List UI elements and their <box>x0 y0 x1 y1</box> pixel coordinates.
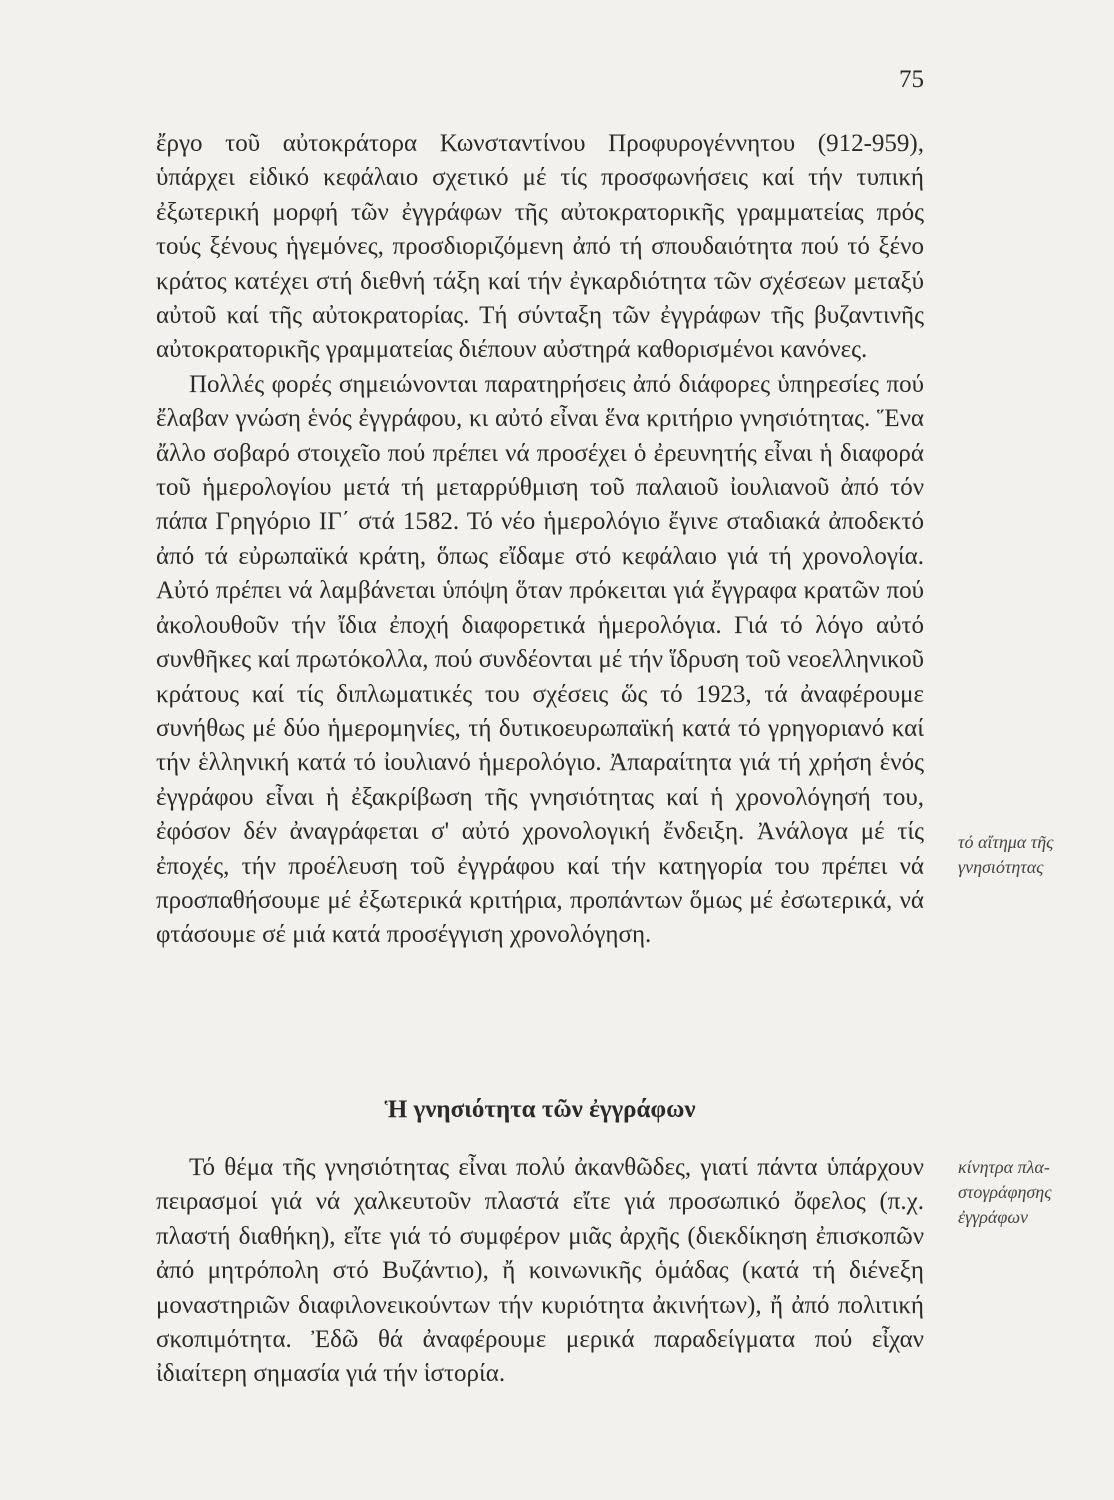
body-text-lower <box>156 1151 924 1392</box>
body-text-upper <box>156 127 924 953</box>
margin-note-line: γνησιότητας <box>958 857 1044 877</box>
margin-note-line: κίνητρα πλα- <box>958 1157 1050 1177</box>
paragraph-continuation: ἔργο τοῦ αὐτοκράτορα Κωνσταντίνου Προφυρογέννητου (912-959), ὑπάρχει εἰδικό κεφάλαιο σχετικό μέ τίς προσφωνήσεις καί τήν τυπική ἐξωτερική μορφή τῶν ἐγγράφων τῆς αὐτοκρατορικῆς γραμματείας πρός τούς ξένους ἡγεμόνες, προσδιοριζόμενη ἀπό τή σπουδαιότητα πού τό ξένο κράτος κατέχει στή διεθνή τάξη καί τήν ἐγκαρδιότητα τῶν σχέσεων μεταξύ αὐτοῦ καί τῆς αὐτοκρατορίας. Τή σύνταξη τῶν ἐγγράφων τῆς βυζαντινῆς αὐτοκρατορικῆς γραμματείας διέπουν αὐστηρά καθορισμένοι κανόνες. <box>156 130 924 364</box>
page-number: 75 <box>899 66 924 93</box>
margin-note-line: ἐγγράφων <box>958 1207 1029 1227</box>
paragraph-calendar: Πολλές φορές σημειώνονται παρατηρήσεις ἀπό διάφορες ὑπηρεσίες πού ἔλαβαν γνώση ἑνός ἐγγράφου, κι αὐτό εἶναι ἕνα κριτήριο γνησιότητας. Ἕνα ἄλλο σοβαρό στοιχεῖο πού πρέπει νά προσέχει ὁ ἐρευνητής εἶναι ἡ διαφορά τοῦ ἡμερολογίου μετά τή μεταρρύθμιση τοῦ παλαιοῦ ἰουλιανοῦ ἀπό τόν πάπα Γρηγόριο ΙΓ΄ στά 1582. Τό νέο ἡμερολόγιο ἔγινε σταδιακά ἀποδεκτό ἀπό τά εὐρωπαϊκά κράτη, ὅπως εἴδαμε στό κεφάλαιο γιά τή χρονολογία. Αὐτό πρέπει νά λαμβάνεται ὑπόψη ὅταν πρόκειται γιά ἔγγραφα κρατῶν πού ἀκολουθοῦν τήν ἴδια ἐποχή διαφορετικά ἡμερολόγια. Γιά τό λόγο αὐτό συνθῆκες καί πρωτόκολλα, πού συνδέονται μέ τήν ἵδρυση τοῦ νεοελληνικοῦ κράτους καί τίς διπλωματικές του σχέσεις ὥς τό 1923, τά ἀναφέρουμε συνήθως μέ δύο ἡμερομηνίες, τή δυτικοευρωπαϊκή κατά τό γρηγοριανό καί τήν ἑλληνική κατά τό ἰουλιανό ἡμερολόγιο. Ἀπαραίτητα γιά τή χρήση ἑνός ἐγγράφου εἶναι ἡ ἐξακρίβωση τῆς γνησιότητας καί ἡ χρονολόγησή του, ἐφόσον δέν ἀναγράφεται σ' αὐτό χρονολογική ἔνδειξη. Ἀνάλογα μέ τίς ἐποχές, τήν προέλευση τοῦ ἐγγράφου καί τήν κατηγορία του πρέπει νά προσπαθήσουμε μέ ἐξωτερικά κριτήρια, προπάντων ὅμως μέ ἐσωτερικά, νά φτάσουμε σέ μιά κατά προσέγγιση χρονολόγηση. <box>156 370 924 949</box>
margin-note-line: τό αἴτημα τῆς <box>958 832 1054 852</box>
margin-note-forgery-motives <box>958 1155 1108 1230</box>
section-heading: Ἡ γνησιότητα τῶν ἐγγράφων <box>384 1096 696 1123</box>
margin-note-line: στογράφησης <box>958 1182 1052 1202</box>
margin-note-authenticity-claim <box>958 830 1108 880</box>
paragraph-authenticity: Τό θέμα τῆς γνησιότητας εἶναι πολύ ἀκανθῶδες, γιατί πάντα ὑπάρχουν πειρασμοί γιά νά χαλκευτοῦν πλαστά εἴτε γιά προσωπικό ὄφελος (π.χ. πλαστή διαθήκη), εἴτε γιά τό συμφέρον μιᾶς ἀρχῆς (διεκδίκηση ἐπισκοπῶν ἀπό μητρόπολη στό Βυζάντιο), ἤ κοινωνικῆς ὁμάδας (κατά τή διένεξη μοναστηριῶν διαφιλονεικούντων τήν κυριότητα ἀκινήτων), ἤ ἀπό πολιτική σκοπιμότητα. Ἐδῶ θά ἀναφέρουμε μερικά παραδείγματα πού εἶχαν ἰδιαίτερη σημασία γιά τήν ἱστορία. <box>156 1154 924 1388</box>
